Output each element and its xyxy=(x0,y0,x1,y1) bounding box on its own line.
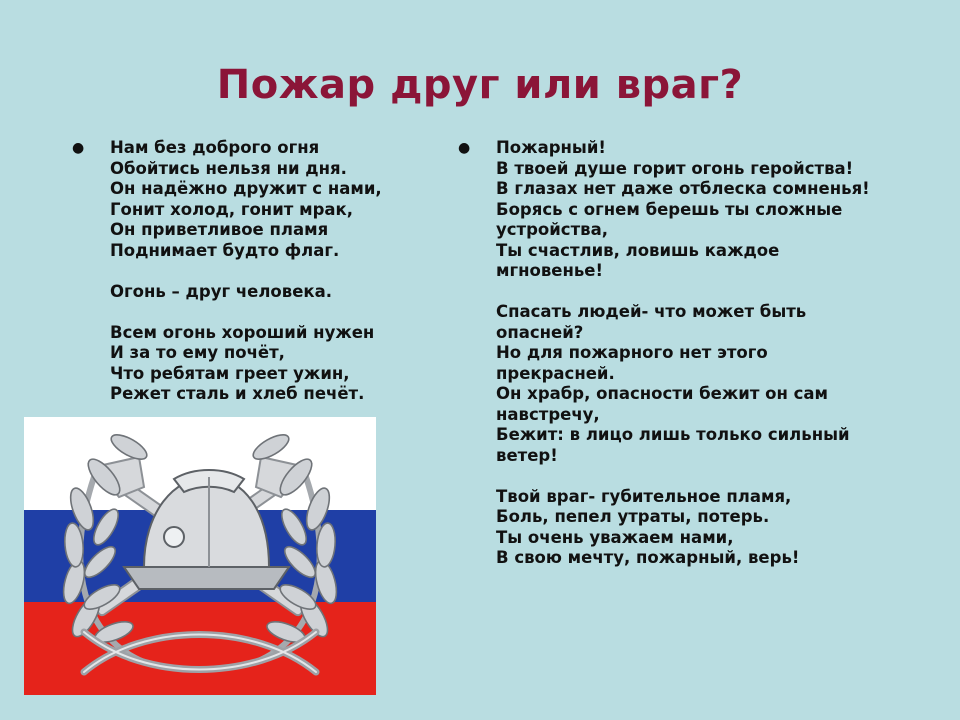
right-poem-column xyxy=(458,138,928,569)
right-poem-text: Пожарный! В твоей душе горит огонь геройства! В глазах нет даже отблеска сомненья! Борясь с огнем берешь ты сложные устройства, Ты счастлив, ловишь каждое мгновенье! Спасать людей- что может быть опасней? Но для пожарного нет этого прекрасней. Он храбр, опасности бежит он сам навстречу, Бежит: в лицо лишь только сильный ветер! Твой враг- губительное пламя, Боль, пепел утраты, потерь. Ты очень уважаем нами, В свою мечту, пожарный, верь! xyxy=(496,138,870,567)
left-poem-text: Нам без доброго огня Обойтись нельзя ни дня. Он надёжно дружит с нами, Гонит холод, гонит мрак, Он приветливое пламя Поднимает будто флаг. Огонь – друг человека. Всем огонь хороший нужен И за то ему почёт, Что ребятам греет ужин, Режет сталь и хлеб печёт. xyxy=(110,138,382,403)
slide-title: Пожар друг или враг? xyxy=(216,62,744,108)
bullet-icon: ● xyxy=(72,140,85,156)
firefighter-emblem-image xyxy=(24,417,376,695)
bullet-icon: ● xyxy=(458,140,471,156)
left-poem-column xyxy=(72,138,432,405)
firefighter-emblem-icon xyxy=(24,417,376,695)
